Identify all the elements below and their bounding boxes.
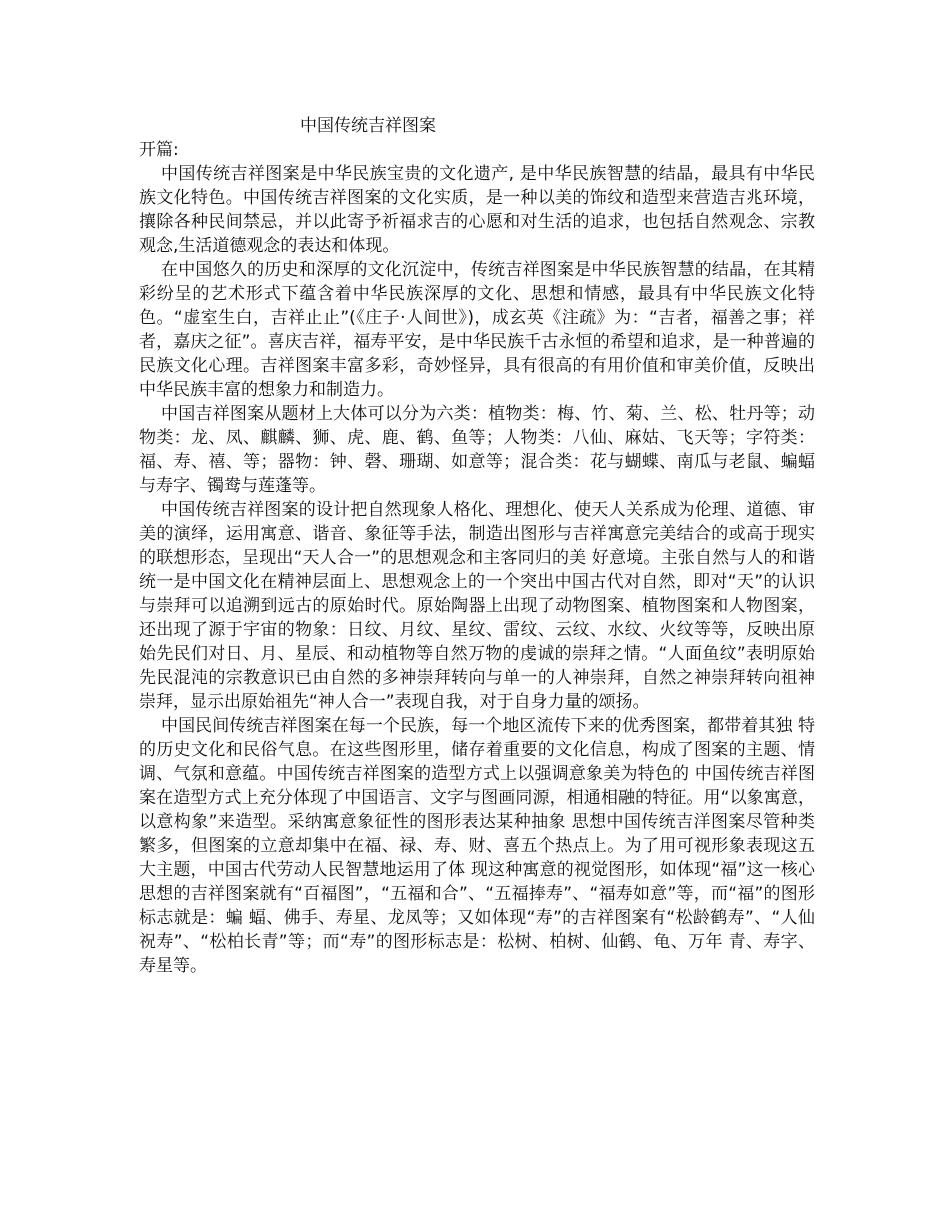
- opening-label: 开篇:: [139, 140, 179, 160]
- paragraph-folk-patterns: 中国民间传统吉祥图案在每一个民族，每一个地区流传下来的优秀图案，都带着其独 特的历史文化和民俗气息。在这些图形里，储存着重要的文化信息，构成了图案的主题、情调、气氛和意蕴。中国传统吉祥图案的造型方式上以强调意象美为特色的 中国传统吉祥图案在造型方式上充分体现了中国语言、文字与图画同源，相通相融的特征。用“以象寓意，以意构象”来造型。采纳寓意象征性的图形表达某种抽象 思想中国传统吉洋图案尽管种类繁多，但图案的立意却集中在福、禄、寿、财、喜五个热点上。为了用可视形象表现这五大主题，中国古代劳动人民智慧地运用了体 现这种寓意的视觉图形，如体现“福”这一核心思想的吉祥图案就有“百福图”，“五福和合”、“五福捧寿”、“福寿如意”等，而“福”的图形标志就是：蝙 蝠、佛手、寿星、龙凤等；又如体现“寿”的吉祥图案有“松龄鹤寿”、“人仙祝寿”、“松柏长青”等；而“寿”的图形标志是：松树、柏树、仙鹤、龟、万年 青、寿字、寿星等。: [139, 716, 815, 976]
- paragraph-design: 中国传统吉祥图案的设计把自然现象人格化、理想化、使天人关系成为伦理、道德、审美的演绎，运用寓意、谐音、象征等手法，制造出图形与吉祥寓意完美结合的或高于现实的联想形态，呈现出“天人合一”的思想观念和主客同归的美 好意境。主张自然与人的和谐统一是中国文化在精神层面上、思想观念上的一个突出中国古代对自然，即对“天”的认识与崇拜可以追溯到远古的原始时代。原始陶器上出现了动物图案、植物图案和人物图案，还出现了源于宇宙的物象：日纹、月纹、星纹、雷纹、云纹、水纹、火纹等等，反映出原始先民们对日、月、星辰、和动植物等自然万物的虔诚的崇拜之情。“人面鱼纹”表明原始先民混沌的宗教意识已由自然的多神崇拜转向与单一的人神崇拜，自然之神崇拜转向祖神崇拜，显示出原始祖先“神人合一”表现自我，对于自身力量的颂扬。: [139, 500, 815, 712]
- paragraph-history: 在中国悠久的历史和深厚的文化沉淀中，传统吉祥图案是中华民族智慧的结晶，在其精彩纷呈的艺术形式下蕴含着中华民族深厚的文化、思想和情感，最具有中华民族文化特色。“虚室生白，吉祥止止”(《庄子·人间世》)，成玄英《注疏》为：“吉者，福善之事；祥者，嘉庆之征”。喜庆吉祥，福寿平安，是中华民族千古永恒的希望和追求，是一种普遍的民族文化心理。吉祥图案丰富多彩，奇妙怪异，具有很高的有用价值和审美价值，反映出中华民族丰富的想象力和制造力。: [139, 260, 815, 400]
- paragraph-intro: 中国传统吉祥图案是中华民族宝贵的文化遗产, 是中华民族智慧的结晶，最具有中华民族文化特色。中国传统吉祥图案的文化实质，是一种以美的饰纹和造型来营造吉兆环境，攘除各种民间禁忌，并以此寄予祈福求吉的心愿和对生活的追求，也包括自然观念、宗教观念,生活道德观念的表达和体现。: [139, 164, 815, 256]
- document-body: [139, 162, 815, 978]
- document-title: 中国传统吉祥图案: [300, 116, 436, 136]
- paragraph-categories: 中国吉祥图案从题材上大体可以分为六类：植物类：梅、竹、菊、兰、松、牡丹等；动物类：龙、凤、麒麟、狮、虎、鹿、鹤、鱼等；人物类：八仙、麻姑、飞天等；字符类：福、寿、禧、等；器物：钟、磬、珊瑚、如意等；混合类：花与蝴蝶、南瓜与老鼠、蝙蝠与寿字、镯鸯与莲蓬等。: [139, 404, 815, 496]
